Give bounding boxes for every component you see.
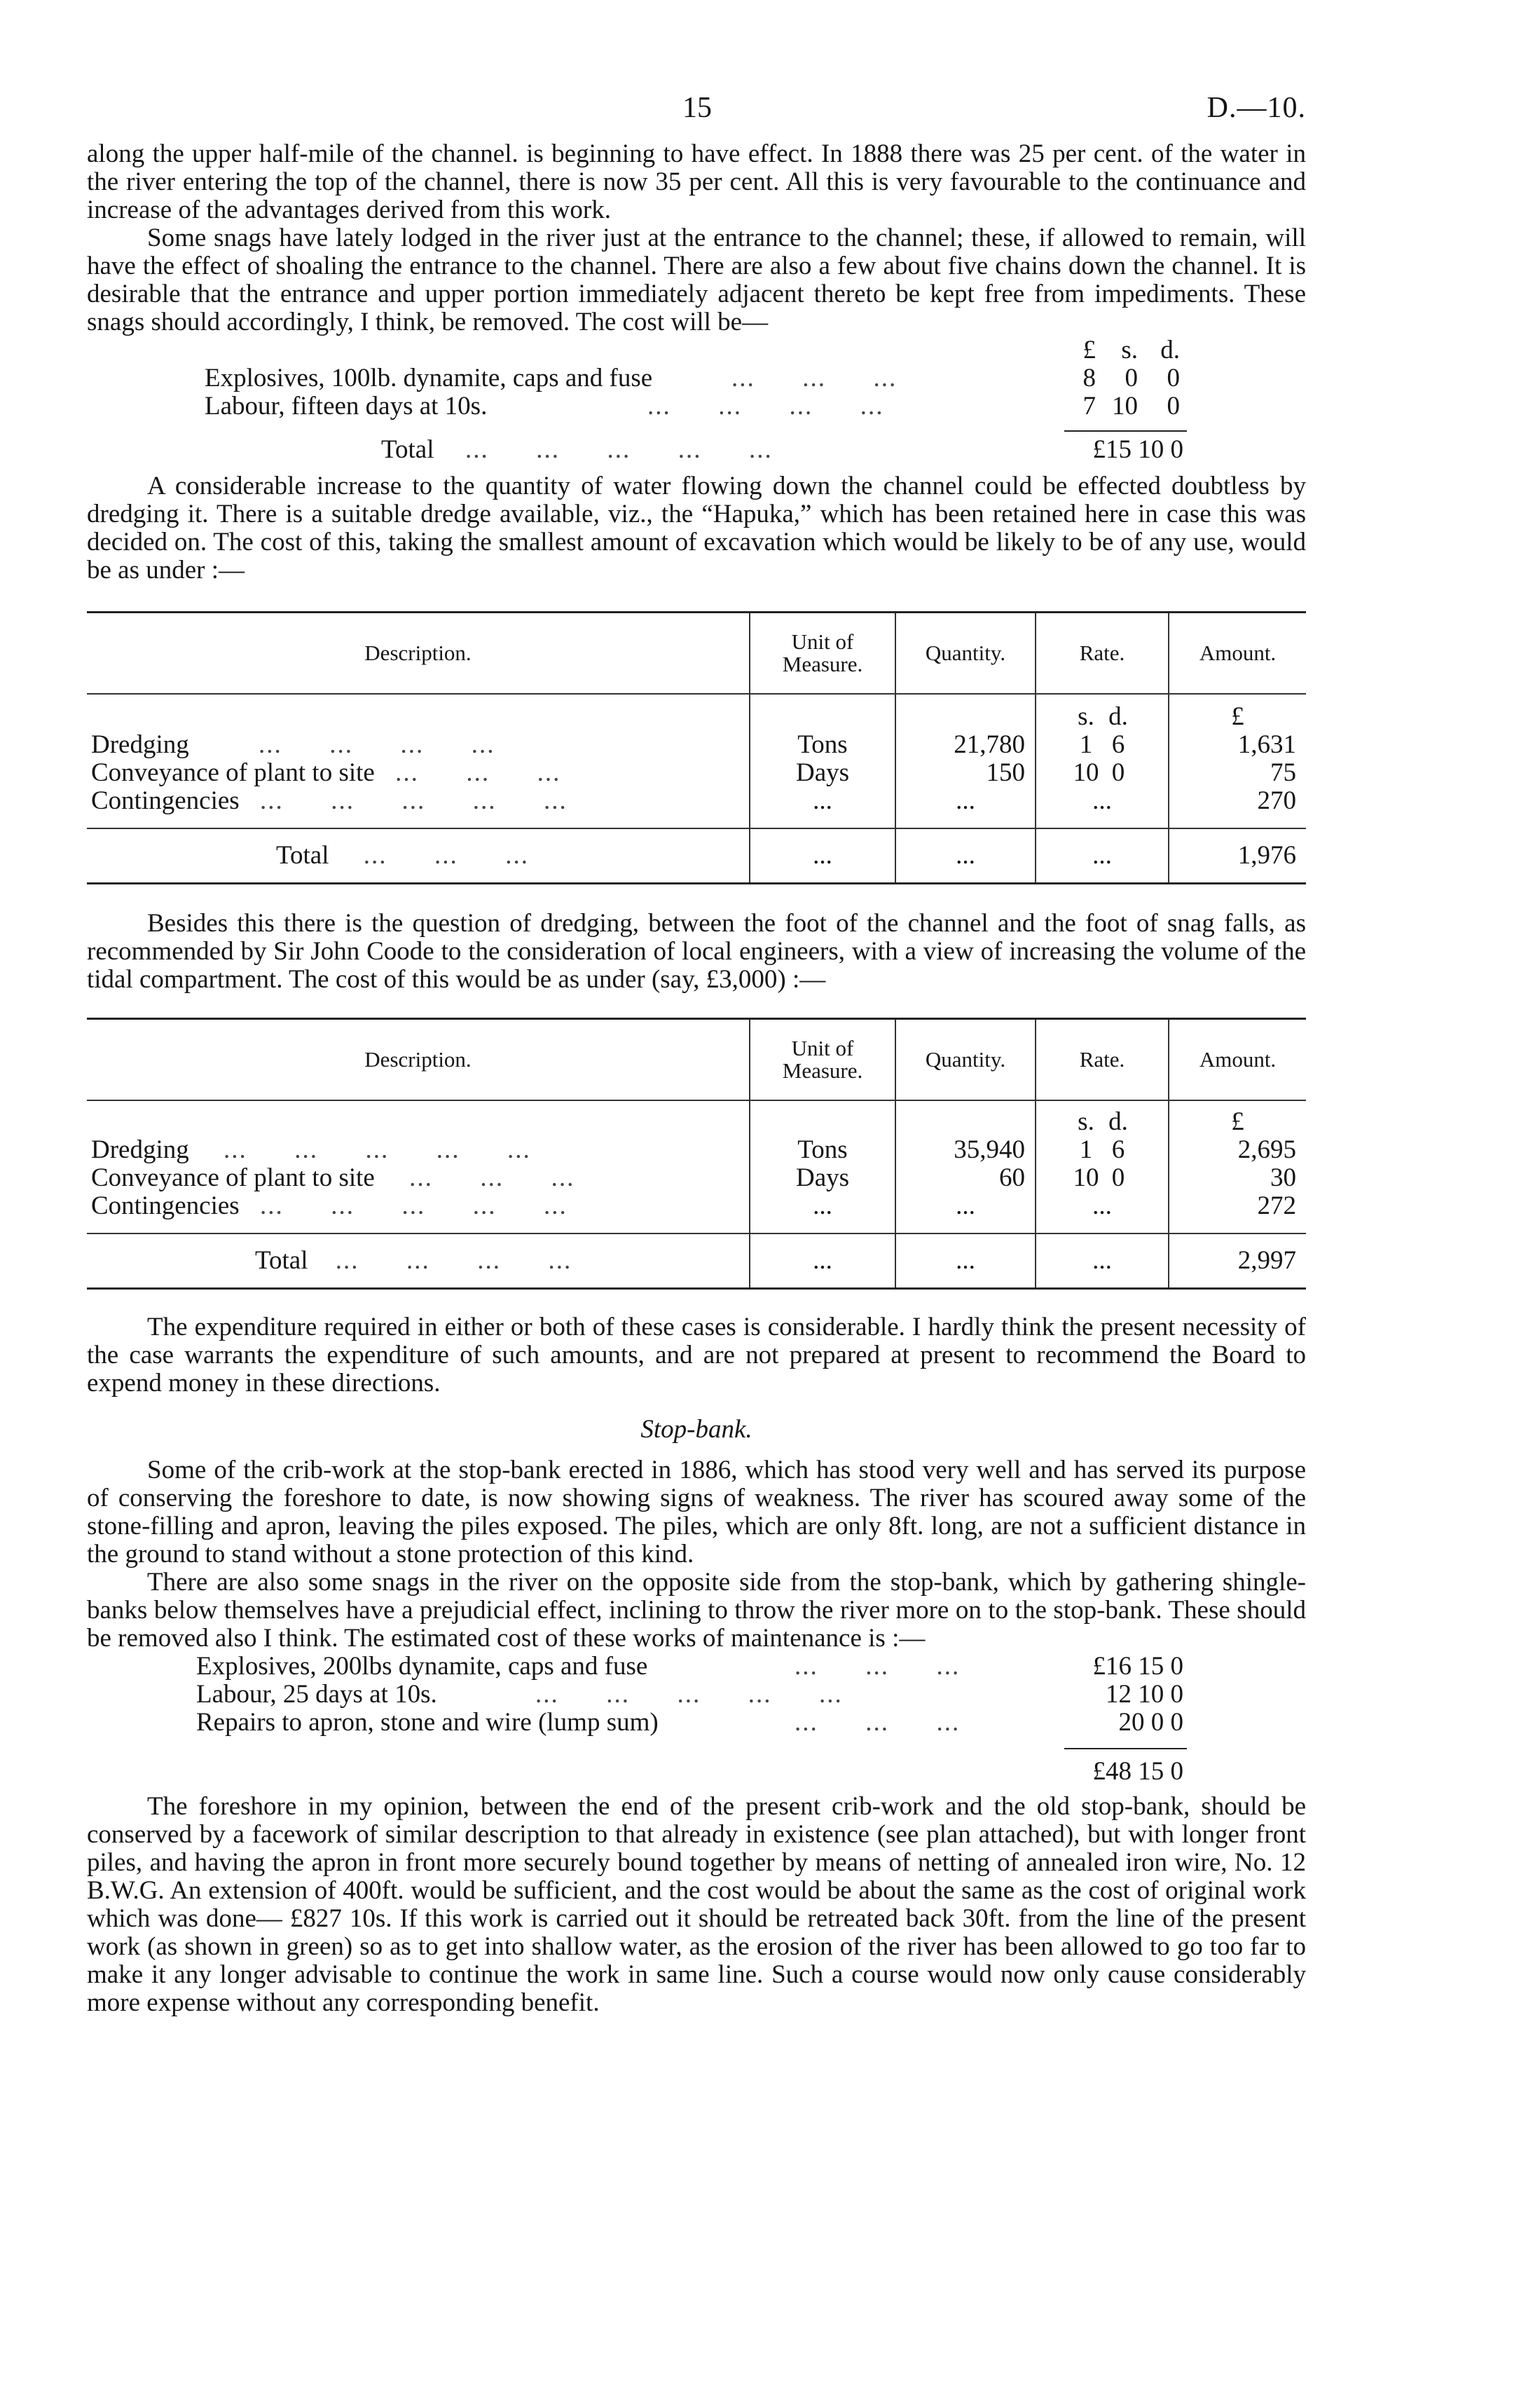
rate-s-unit: s. [1078, 1107, 1094, 1136]
pounds-value: 8 [1082, 364, 1096, 392]
tidal-dredging-cost-table [87, 1018, 1306, 1290]
row-description: Contingencies [91, 786, 240, 815]
cost-total-value: £48 15 0 [1092, 1757, 1183, 1786]
unit-header-line: Unit of [791, 629, 854, 654]
total-quantity: ... [895, 828, 1036, 884]
rate-header: Rate. [1036, 613, 1169, 695]
leader-dots: ... ... ... [363, 841, 529, 870]
cost-item-label: Explosives, 100lb. dynamite, caps and fuse [205, 364, 653, 392]
row-unit: ... [750, 1192, 895, 1233]
row-description: Dredging [91, 1135, 189, 1164]
unit-header-line: Measure. [782, 1058, 863, 1083]
description-header: Description. [87, 1019, 750, 1101]
amount-unit: £ [1169, 1100, 1306, 1136]
page-number: 15 [682, 92, 712, 124]
quantity-header: Quantity. [895, 613, 1036, 695]
paragraph-foreshore: The foreshore in my opinion, between the end of the present crib-work and the old stop-bank, should be conserved by a facework of similar description to that already in existence (see plan attached), but with longer front piles, and having the apron in front more securely bound together by means of netting of annealed iron wire, No. 12 B.W.G. An extension of 400ft. would be sufficient, and the cost would be about the same as the cost of original work which was done— £827 10s. If this work is carried out it should be retreated back 30ft. from the line of the present work (as shown in green) so as to get into shallow water, as the erosion of the river has been allowed to go too far to make it any longer advisable to continue the work in same line. Such a course would now only cause considerably more expense without any corresponding benefit. [87, 1792, 1306, 2017]
row-unit: Days [750, 759, 895, 787]
paragraph-opposite-snags: There are also some snags in the river on the opposite side from the stop-bank, which by gathering shingle-banks below themselves have a prejudicial effect, inclining to throw the river more on to the stop-bank. These should be removed also I think. The estimated cost of these works of maintenance is :— [87, 1568, 1306, 1653]
row-rate-d: 0 [1111, 758, 1125, 787]
table-header-row [87, 613, 1306, 695]
leader-dots: ... ... ... ... [259, 730, 495, 759]
row-quantity: 60 [895, 1164, 1036, 1192]
shillings-value: 0 [1125, 364, 1138, 392]
cost-row [87, 1681, 1306, 1709]
page-header [87, 91, 1306, 140]
sum-rule [1064, 430, 1187, 432]
total-amount: 1,976 [1169, 828, 1306, 884]
leader-dots: ... ... ... ... [335, 1246, 572, 1275]
row-description: Dredging [91, 730, 189, 759]
total-amount: 2,997 [1169, 1233, 1306, 1289]
leader-dots: ... ... ... [395, 758, 561, 787]
dredging-cost-table [87, 611, 1306, 884]
table-row [87, 1136, 1306, 1164]
pounds-value: 7 [1082, 392, 1096, 421]
table-header-row [87, 1019, 1306, 1101]
cost-item-value: 20 0 0 [1118, 1708, 1183, 1737]
row-amount: 272 [1169, 1192, 1306, 1233]
row-description: Conveyance of plant to site [91, 1163, 375, 1192]
leader-dots: ... ... ... [731, 364, 898, 392]
row-amount: 1,631 [1169, 731, 1306, 759]
total-rate: ... [1036, 828, 1169, 884]
cost-item-label: Repairs to apron, stone and wire (lump sum) [196, 1708, 659, 1737]
leader-dots: ... ... ... ... ... [465, 435, 773, 464]
cost-item-label: Labour, 25 days at 10s. [196, 1680, 437, 1709]
amount-header: Amount. [1169, 613, 1306, 695]
document-page [87, 91, 1306, 2017]
row-amount: 30 [1169, 1164, 1306, 1192]
total-unit: ... [750, 1233, 895, 1289]
row-unit: Tons [750, 1136, 895, 1164]
row-unit: Days [750, 1164, 895, 1192]
total-label: Total [255, 1246, 308, 1275]
rate-d-unit: d. [1108, 702, 1128, 731]
leader-dots: ... ... ... ... ... [535, 1680, 843, 1709]
leader-dots: ... ... ... ... [647, 392, 884, 421]
units-row [87, 1100, 1306, 1136]
snag-cost-list [87, 336, 1306, 463]
table-total-row [87, 1233, 1306, 1289]
leader-dots: ... ... ... [409, 1163, 575, 1192]
cost-total-row [87, 436, 1306, 464]
cost-total-row [87, 1758, 1306, 1786]
cost-item-label: Explosives, 200lbs dynamite, caps and fuse [196, 1652, 648, 1681]
cost-total-value: £15 10 0 [1092, 435, 1183, 464]
units-row [87, 694, 1306, 731]
amount-header: Amount. [1169, 1019, 1306, 1101]
sum-rule [1064, 1748, 1187, 1749]
unit-header [750, 1019, 895, 1101]
row-quantity: ... [895, 1192, 1036, 1233]
cost-total-label: Total [381, 435, 434, 464]
row-rate-d: 6 [1111, 1135, 1125, 1164]
row-description: Conveyance of plant to site [91, 758, 375, 787]
cost-row [87, 1653, 1306, 1681]
unit-header-line: Measure. [782, 652, 863, 676]
paragraph-crib-work: Some of the crib-work at the stop-bank erected in 1886, which has stood very well and has served its purpose of conserving the foreshore to date, is now showing signs of weakness. The river has scoured away some of the stone-filling and apron, leaving the piles exposed. The piles, which are only 8ft. long, are not a sufficient distance in the ground to stand without a stone protection of this kind. [87, 1456, 1306, 1569]
cost-header-row [87, 336, 1306, 364]
cost-item-value: £16 15 0 [1092, 1652, 1183, 1681]
leader-dots: ... ... ... [795, 1708, 961, 1737]
pence-value: 0 [1167, 364, 1180, 392]
row-rate-s: 1 [1079, 1135, 1093, 1164]
paragraph-dredging-proposal: A considerable increase to the quantity of water flowing down the channel could be effected doubtless by dredging it. There is a suitable dredge available, viz., the “Hapuka,” which has been retained here in case this was decided on. The cost of this, taking the smallest amount of excavation which would be likely to be of any use, would be as under :— [87, 472, 1306, 585]
row-rate-s: 1 [1079, 730, 1093, 759]
row-amount: 75 [1169, 759, 1306, 787]
row-rate: ... [1036, 1192, 1169, 1233]
row-rate-d: 6 [1111, 730, 1125, 759]
row-quantity: 150 [895, 759, 1036, 787]
cost-row [87, 392, 1306, 421]
row-rate-s: 10 [1073, 1163, 1099, 1192]
shillings-header: s. [1121, 336, 1138, 364]
table-row [87, 1164, 1306, 1192]
rate-d-unit: d. [1108, 1107, 1128, 1136]
table-row [87, 787, 1306, 828]
paragraph-channel-effect: along the upper half-mile of the channel. is beginning to have effect. In 1888 there was 25 per cent. of the water in the river entering the top of the channel, there is now 35 per cent. All this is very favourable to the continuance and increase of the advantages derived from this work. [87, 139, 1306, 224]
row-quantity: ... [895, 787, 1036, 828]
unit-header-line: Unit of [791, 1036, 854, 1060]
total-label: Total [276, 841, 329, 870]
total-quantity: ... [895, 1233, 1036, 1289]
rate-s-unit: s. [1078, 702, 1094, 731]
total-rate: ... [1036, 1233, 1169, 1289]
cost-item-value: 12 10 0 [1106, 1680, 1183, 1709]
cost-row [87, 364, 1306, 392]
maintenance-cost-list [87, 1653, 1306, 1793]
row-quantity: 35,940 [895, 1136, 1036, 1164]
row-quantity: 21,780 [895, 731, 1036, 759]
row-unit: Tons [750, 731, 895, 759]
document-reference: D.—10. [1206, 92, 1306, 124]
pence-header: d. [1160, 336, 1180, 364]
table-row [87, 1192, 1306, 1233]
table-row [87, 759, 1306, 787]
amount-unit: £ [1169, 694, 1306, 731]
section-heading-stop-bank: Stop-bank. [640, 1415, 752, 1444]
pence-value: 0 [1167, 392, 1180, 421]
row-rate: ... [1036, 787, 1169, 828]
row-unit: ... [750, 787, 895, 828]
row-amount: 270 [1169, 787, 1306, 828]
table-total-row [87, 828, 1306, 884]
rate-header: Rate. [1036, 1019, 1169, 1101]
leader-dots: ... ... ... ... ... [259, 786, 568, 815]
unit-header [750, 613, 895, 695]
row-description: Contingencies [91, 1191, 240, 1220]
cost-item-label: Labour, fifteen days at 10s. [205, 392, 488, 421]
table-row [87, 731, 1306, 759]
description-header: Description. [87, 613, 750, 695]
paragraph-tidal-dredging: Besides this there is the question of dredging, between the foot of the channel and the foot of snag falls, as recommended by Sir John Coode to the consideration of local engineers, with a view of increasing the volume of the tidal compartment. The cost of this would be as under (say, £3,000) :— [87, 909, 1306, 994]
pounds-header: £ [1082, 336, 1096, 364]
leader-dots: ... ... ... ... ... [224, 1135, 531, 1164]
row-amount: 2,695 [1169, 1136, 1306, 1164]
leader-dots: ... ... ... ... ... [259, 1191, 568, 1220]
shillings-value: 10 [1112, 392, 1138, 421]
paragraph-expenditure: The expenditure required in either or both of these cases is considerable. I hardly think the present necessity of the case warrants the expenditure of such amounts, and are not prepared at present to recommend the Board to expend money in these directions. [87, 1313, 1306, 1397]
cost-row [87, 1709, 1306, 1737]
row-rate-d: 0 [1111, 1163, 1125, 1192]
row-rate-s: 10 [1073, 758, 1099, 787]
paragraph-snags: Some snags have lately lodged in the river just at the entrance to the channel; these, if allowed to remain, will have the effect of shoaling the entrance to the channel. There are also a few about five chains down the channel. It is desirable that the entrance and upper portion immediately adjacent thereto be kept free from impediments. These snags should accordingly, I think, be removed. The cost will be— [87, 224, 1306, 336]
quantity-header: Quantity. [895, 1019, 1036, 1101]
total-unit: ... [750, 828, 895, 884]
leader-dots: ... ... ... [795, 1652, 961, 1681]
